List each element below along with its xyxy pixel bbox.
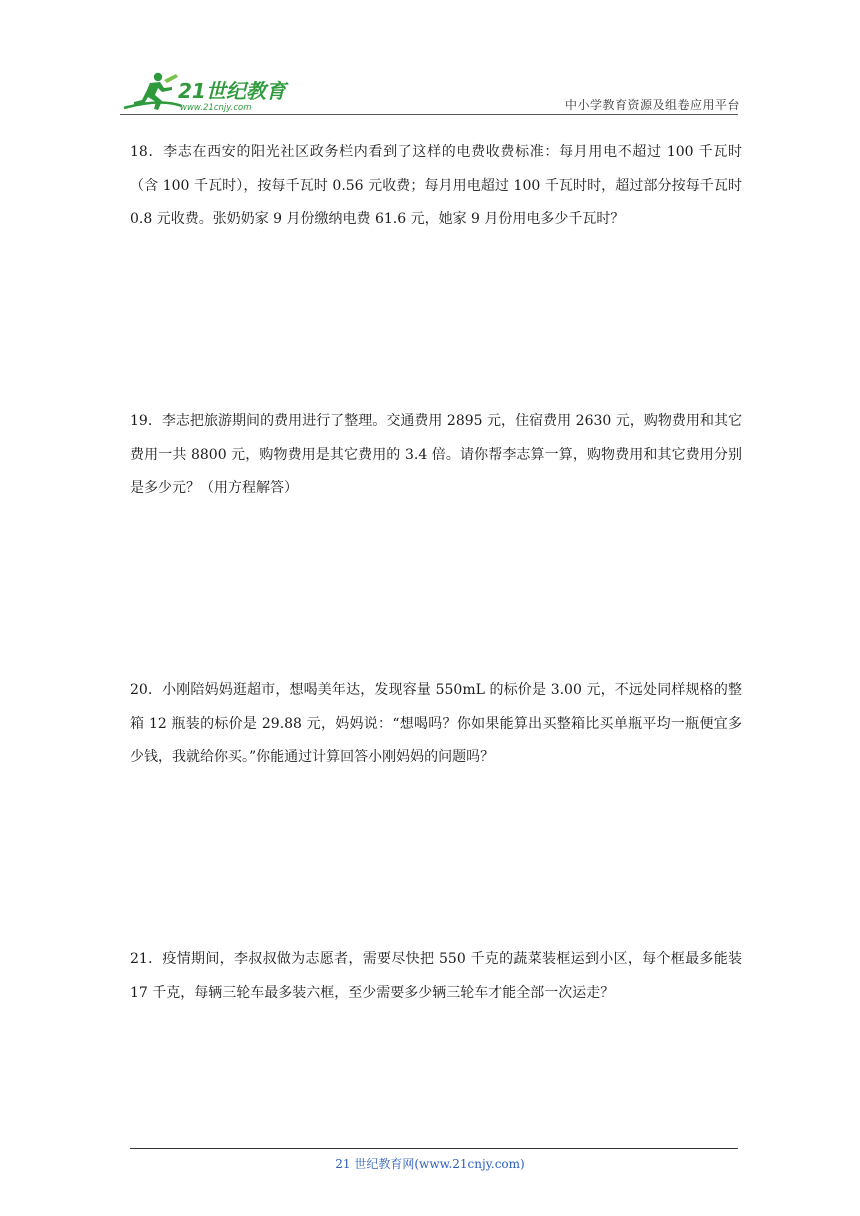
page-header	[120, 60, 740, 116]
logo-url: www.21cnjy.com	[180, 103, 252, 113]
header-divider	[120, 114, 738, 115]
platform-name: 中小学教育资源及组卷应用平台	[564, 98, 740, 112]
footer-divider	[130, 1148, 738, 1149]
site-logo	[120, 68, 310, 114]
question-21: 21．疫情期间，李叔叔做为志愿者，需要尽快把 550 千克的蔬菜装框运到小区，每个框最多能装 17 千克，每辆三轮车最多装六框，至少需要多少辆三轮车才能全部一次运走？	[130, 951, 742, 1001]
question-20: 20．小刚陪妈妈逛超市，想喝美年达，发现容量 550mL 的标价是 3.00 元，不远处同样规格的整箱 12 瓶装的标价是 29.88 元，妈妈说：“想喝吗？你如果能算出买整箱比买单瓶平均一瓶便宜多少钱，我就给你买。”你能通过计算回答小刚妈妈的问题吗？	[130, 682, 742, 765]
footer-link[interactable]: 21 世纪教育网(www.21cnjy.com)	[335, 1157, 525, 1171]
question-19: 19．李志把旅游期间的费用进行了整理。交通费用 2895 元，住宿费用 2630 元，购物费用和其它费用一共 8800 元，购物费用是其它费用的 3.4 倍。请你帮李志算一算，购物费用和其它费用分别是多少元？（用方程解答）	[130, 413, 742, 496]
logo-wordmark: 21世纪教育	[178, 79, 286, 103]
question-18: 18．李志在西安的阳光社区政务栏内看到了这样的电费收费标准：每月用电不超过 100 千瓦时（含 100 千瓦时），按每千瓦时 0.56 元收费；每月用电超过 100 千瓦时时，超过部分按每千瓦时 0.8 元收费。张奶奶家 9 月份缴纳电费 61.6 元，她家 9 月份用电多少千瓦时？	[130, 144, 742, 227]
